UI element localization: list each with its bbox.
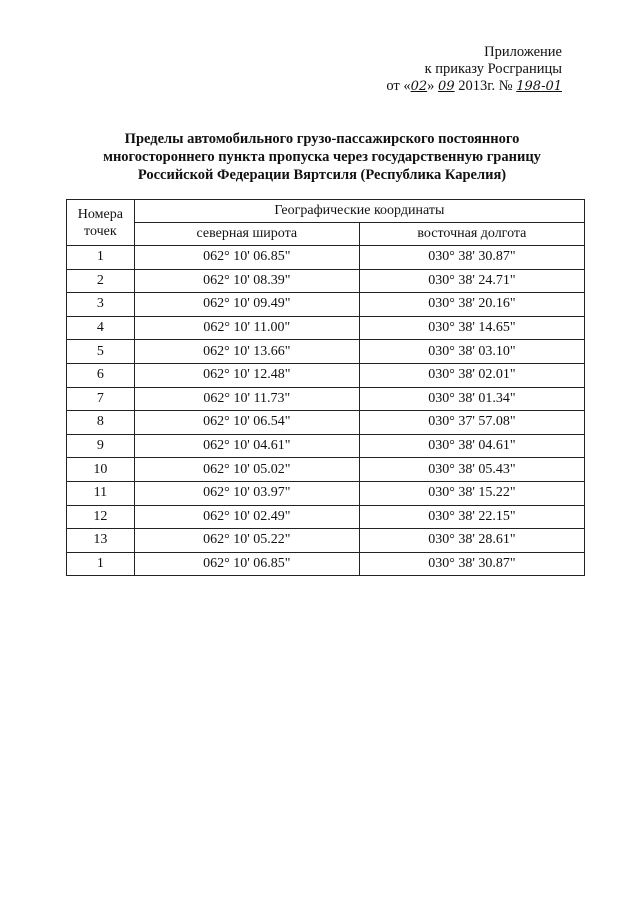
point-number-cell: 10 bbox=[67, 458, 135, 482]
table-row bbox=[67, 411, 585, 435]
point-number-cell: 11 bbox=[67, 481, 135, 505]
title-line-3: Российской Федерации Вяртсиля (Республика Карелия) bbox=[137, 167, 507, 183]
header-point-number bbox=[67, 200, 135, 246]
order-reference: к приказу Росграницы bbox=[424, 61, 562, 77]
header-longitude: восточная долгота bbox=[359, 223, 584, 246]
latitude-cell: 062° 10' 13.66" bbox=[134, 340, 359, 364]
table-row bbox=[67, 458, 585, 482]
latitude-cell: 062° 10' 02.49" bbox=[134, 505, 359, 529]
point-number-cell: 7 bbox=[67, 387, 135, 411]
table-row bbox=[67, 505, 585, 529]
table-row bbox=[67, 529, 585, 553]
longitude-cell: 030° 38' 30.87" bbox=[359, 246, 584, 270]
table-row bbox=[67, 316, 585, 340]
header-latitude: северная широта bbox=[134, 223, 359, 246]
latitude-cell: 062° 10' 06.54" bbox=[134, 411, 359, 435]
longitude-cell: 030° 38' 04.61" bbox=[359, 434, 584, 458]
table-row bbox=[67, 340, 585, 364]
point-number-cell: 2 bbox=[67, 269, 135, 293]
latitude-cell: 062° 10' 03.97" bbox=[134, 481, 359, 505]
date-day: 02 bbox=[410, 79, 428, 94]
table-row bbox=[67, 552, 585, 576]
latitude-cell: 062° 10' 11.00" bbox=[134, 316, 359, 340]
table-row bbox=[67, 434, 585, 458]
latitude-cell: 062° 10' 08.39" bbox=[134, 269, 359, 293]
order-number: 198-01 bbox=[516, 79, 562, 94]
table-row bbox=[67, 269, 585, 293]
date-mid: » bbox=[427, 78, 435, 94]
longitude-cell: 030° 38' 02.01" bbox=[359, 363, 584, 387]
header-point-number-line1: Номера bbox=[77, 206, 123, 222]
point-number-cell: 1 bbox=[67, 552, 135, 576]
latitude-cell: 062° 10' 06.85" bbox=[134, 246, 359, 270]
appendix-header bbox=[386, 44, 562, 95]
point-number-cell: 12 bbox=[67, 505, 135, 529]
table-row bbox=[67, 246, 585, 270]
point-number-cell: 9 bbox=[67, 434, 135, 458]
header-point-number-line2: точек bbox=[84, 223, 117, 239]
longitude-cell: 030° 38' 14.65" bbox=[359, 316, 584, 340]
longitude-cell: 030° 38' 28.61" bbox=[359, 529, 584, 553]
latitude-cell: 062° 10' 12.48" bbox=[134, 363, 359, 387]
table-row bbox=[67, 481, 585, 505]
document-title bbox=[60, 130, 584, 184]
point-number-cell: 8 bbox=[67, 411, 135, 435]
order-date-line bbox=[386, 78, 562, 95]
longitude-cell: 030° 37' 57.08" bbox=[359, 411, 584, 435]
header-geo-coords: Географические координаты bbox=[134, 200, 584, 223]
longitude-cell: 030° 38' 15.22" bbox=[359, 481, 584, 505]
longitude-cell: 030° 38' 24.71" bbox=[359, 269, 584, 293]
latitude-cell: 062° 10' 04.61" bbox=[134, 434, 359, 458]
table-row bbox=[67, 363, 585, 387]
latitude-cell: 062° 10' 05.22" bbox=[134, 529, 359, 553]
coordinates-rows bbox=[67, 246, 585, 576]
point-number-cell: 6 bbox=[67, 363, 135, 387]
longitude-cell: 030° 38' 22.15" bbox=[359, 505, 584, 529]
date-year: 2013г. № bbox=[458, 78, 513, 94]
title-line-2: многостороннего пункта пропуска через государственную границу bbox=[103, 149, 541, 165]
date-month: 09 bbox=[438, 79, 455, 94]
longitude-cell: 030° 38' 30.87" bbox=[359, 552, 584, 576]
point-number-cell: 13 bbox=[67, 529, 135, 553]
latitude-cell: 062° 10' 05.02" bbox=[134, 458, 359, 482]
point-number-cell: 3 bbox=[67, 293, 135, 317]
longitude-cell: 030° 38' 05.43" bbox=[359, 458, 584, 482]
longitude-cell: 030° 38' 01.34" bbox=[359, 387, 584, 411]
table-row bbox=[67, 387, 585, 411]
point-number-cell: 5 bbox=[67, 340, 135, 364]
title-line-1: Пределы автомобильного грузо-пассажирского постоянного bbox=[124, 131, 520, 147]
longitude-cell: 030° 38' 20.16" bbox=[359, 293, 584, 317]
longitude-cell: 030° 38' 03.10" bbox=[359, 340, 584, 364]
appendix-label: Приложение bbox=[484, 44, 562, 60]
coordinates-table bbox=[66, 199, 585, 576]
date-prefix: от « bbox=[386, 78, 411, 94]
latitude-cell: 062° 10' 06.85" bbox=[134, 552, 359, 576]
table-row bbox=[67, 293, 585, 317]
latitude-cell: 062° 10' 11.73" bbox=[134, 387, 359, 411]
point-number-cell: 4 bbox=[67, 316, 135, 340]
point-number-cell: 1 bbox=[67, 246, 135, 270]
latitude-cell: 062° 10' 09.49" bbox=[134, 293, 359, 317]
